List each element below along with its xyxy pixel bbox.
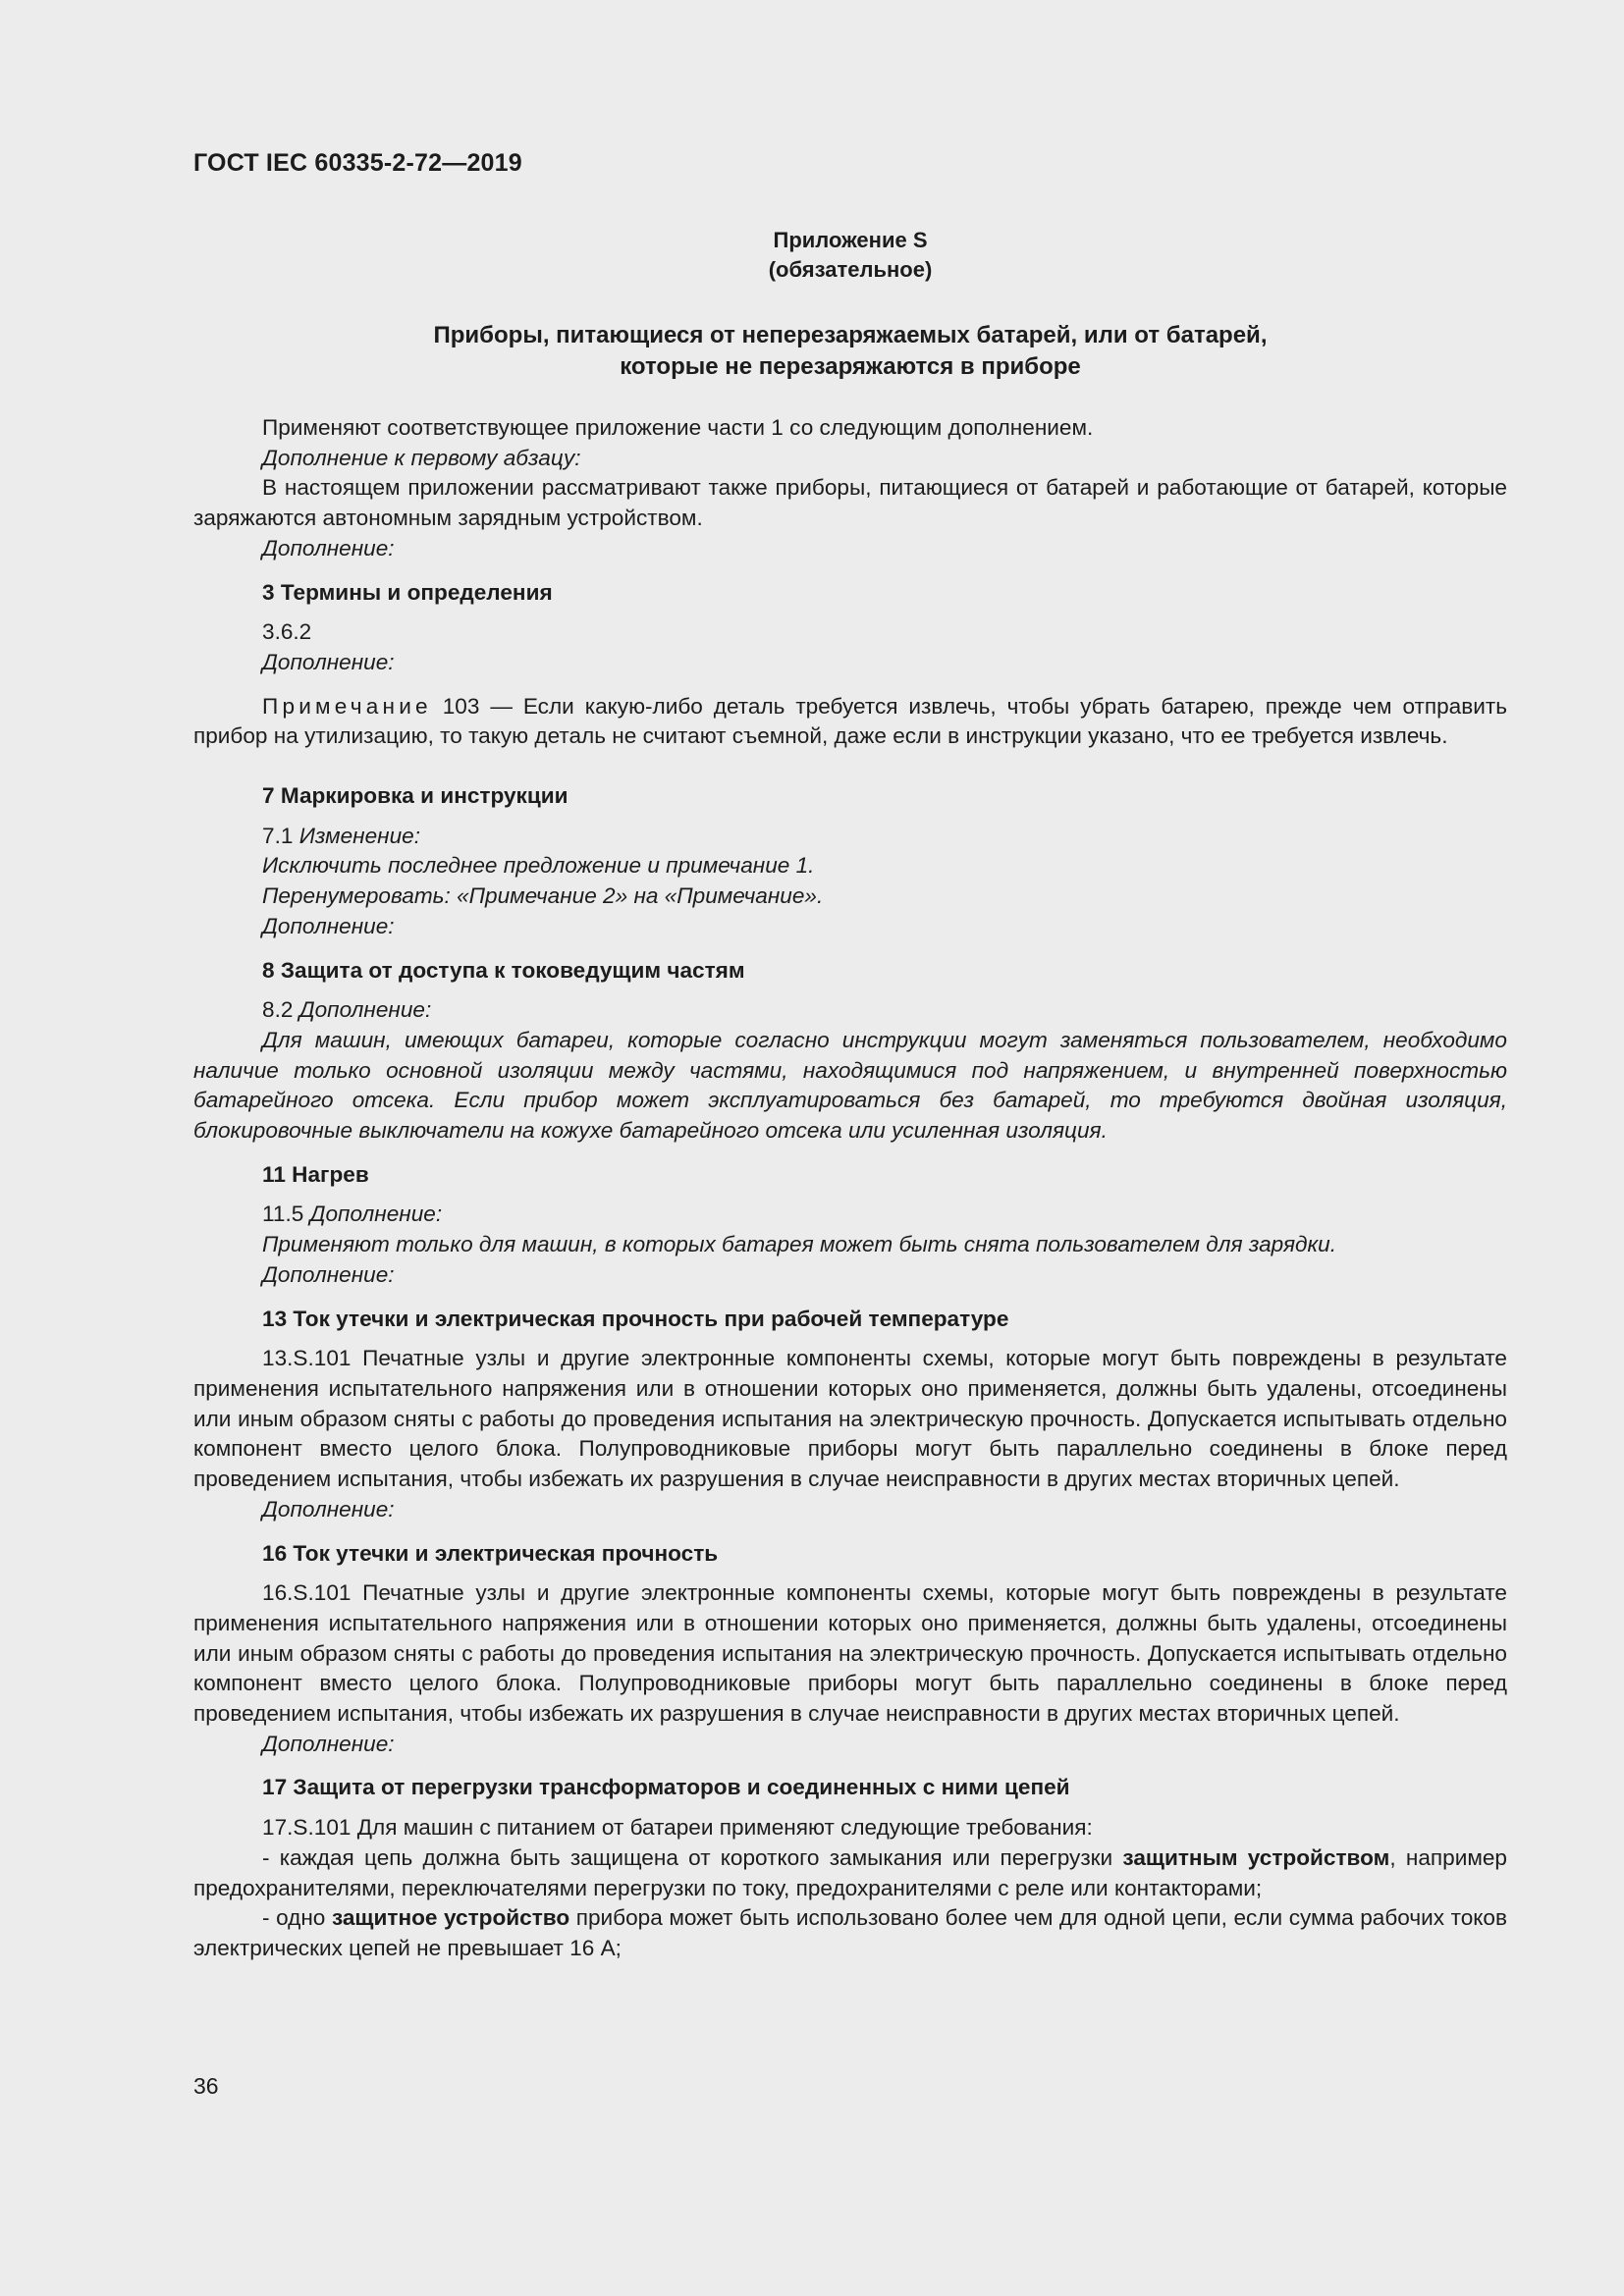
document-code: ГОСТ IEC 60335-2-72—2019 (193, 149, 522, 177)
addition-label: Дополнение: (298, 997, 432, 1023)
section-heading: 7 Маркировка и инструкции (262, 783, 568, 809)
page-number: 36 (193, 2073, 219, 2099)
requirement-text: - каждая цепь должна быть защищена от короткого замыкания или перегрузки (262, 1844, 1123, 1870)
clause-text: 16.S.101 Печатные узлы и другие электронные компоненты схемы, которые могут быть повреждены в результате применения испытательного напряжения или в отношении которых оно применяется, должны быть удалены, отсоединены или иным образом сняты с работы до проведения испытания на электрическую прочность. Допускается испытывать отдельно компонент вместо целого блока. Полупроводниковые приборы могут быть параллельно соединены в блоке перед проведением испытания, чтобы избежать их разрушения в случае неисправности в других местах вторичных цепей. (193, 1580, 1507, 1727)
clause-number: 7.1 (262, 823, 299, 848)
defined-term: защитным устройством (1122, 1844, 1390, 1870)
change-text: Перенумеровать: «Примечание 2» на «Примечание». (262, 883, 824, 909)
appendix-title: Приложение S (773, 228, 928, 252)
change-label: Изменение: (298, 823, 420, 848)
addition-label: Дополнение: (262, 913, 395, 938)
section-heading: 11 Нагрев (262, 1161, 369, 1187)
clause-line (193, 995, 1507, 1026)
appendix-heading-line: Приборы, питающиеся от неперезаряжаемых батарей, или от батарей, (433, 322, 1268, 348)
appendix-heading-line: которые не перезаряжаются в приборе (620, 353, 1081, 380)
section-heading: 8 Защита от доступа к токоведущим частям (262, 957, 745, 983)
document-page (193, 0, 1507, 2296)
addition-text: Применяют только для машин, в которых батарея может быть снята пользователем для зарядки. (262, 1232, 1337, 1257)
requirement-item (193, 1843, 1507, 1903)
clause-line (193, 822, 1507, 852)
note-label: Примечание (262, 693, 432, 719)
section-heading: 16 Ток утечки и электрическая прочность (262, 1540, 719, 1566)
intro-paragraph: В настоящем приложении рассматривают также приборы, питающиеся от батарей и работающие от батарей, которые заряжаются автономным зарядным устройством. (193, 475, 1507, 531)
document-body (193, 413, 1507, 1964)
addition-label: Дополнение: (262, 1496, 395, 1522)
note-text: 103 — Если какую-либо деталь требуется извлечь, чтобы убрать батарею, прежде чем отправить прибор на утилизацию, то такую деталь не считают съемной, даже если в инструкции указано, что ее требуется извлечь. (193, 693, 1507, 749)
requirement-text: , например предохранителями, переключателями перегрузки по току, предохранителями с реле или контакторами; (193, 1844, 1508, 1900)
note-paragraph (193, 692, 1507, 752)
intro-addition-label: Дополнение к первому абзацу: (262, 445, 581, 470)
addition-label: Дополнение: (262, 1731, 395, 1756)
addition-label: Дополнение: (309, 1201, 443, 1227)
intro-paragraph: Применяют соответствующее приложение части 1 со следующим дополнением. (262, 415, 1094, 440)
requirement-item (193, 1903, 1507, 1963)
clause-line (193, 1200, 1507, 1230)
section-heading: 17 Защита от перегрузки трансформаторов и соединенных с ними цепей (262, 1775, 1070, 1800)
clause-number: 8.2 (262, 997, 299, 1023)
addition-label: Дополнение: (262, 535, 395, 561)
clause-number: 3.6.2 (262, 619, 312, 645)
addition-label: Дополнение: (262, 1261, 395, 1287)
addition-label: Дополнение: (262, 649, 395, 674)
requirement-text: прибора может быть использовано более чем для одной цепи, если сумма рабочих токов электрических цепей не превышает 16 А; (193, 1905, 1507, 1960)
clause-number: 11.5 (262, 1201, 310, 1227)
change-text: Исключить последнее предложение и примечание 1. (262, 853, 815, 879)
section-heading: 13 Ток утечки и электрическая прочность при рабочей температуре (262, 1306, 1009, 1331)
addition-text: Для машин, имеющих батареи, которые согласно инструкции могут заменяться пользователем, необходимо наличие только основной изоляции между частями, находящимися под напряжением, и внутренней поверхностью батарейного отсека. Если прибор может эксплуатироваться без батарей, то требуются двойная изоляция, блокировочные выключатели на кожухе батарейного отсека или усиленная изоляция. (193, 1027, 1507, 1144)
appendix-heading (193, 320, 1507, 383)
clause-text: 13.S.101 Печатные узлы и другие электронные компоненты схемы, которые могут быть повреждены в результате применения испытательного напряжения или в отношении которых оно применяется, должны быть удалены, отсоединены или иным образом сняты с работы до проведения испытания на электрическую прочность. Допускается испытывать отдельно компонент вместо целого блока. Полупроводниковые приборы могут быть параллельно соединены в блоке перед проведением испытания, чтобы избежать их разрушения в случае неисправности в других местах вторичных цепей. (193, 1346, 1507, 1492)
requirement-text: - одно (262, 1905, 332, 1931)
clause-text: 17.S.101 Для машин с питанием от батареи применяют следующие требования: (262, 1815, 1093, 1841)
section-heading: 3 Термины и определения (262, 579, 553, 605)
appendix-type: (обязательное) (768, 257, 933, 282)
defined-term: защитное устройство (331, 1905, 570, 1931)
